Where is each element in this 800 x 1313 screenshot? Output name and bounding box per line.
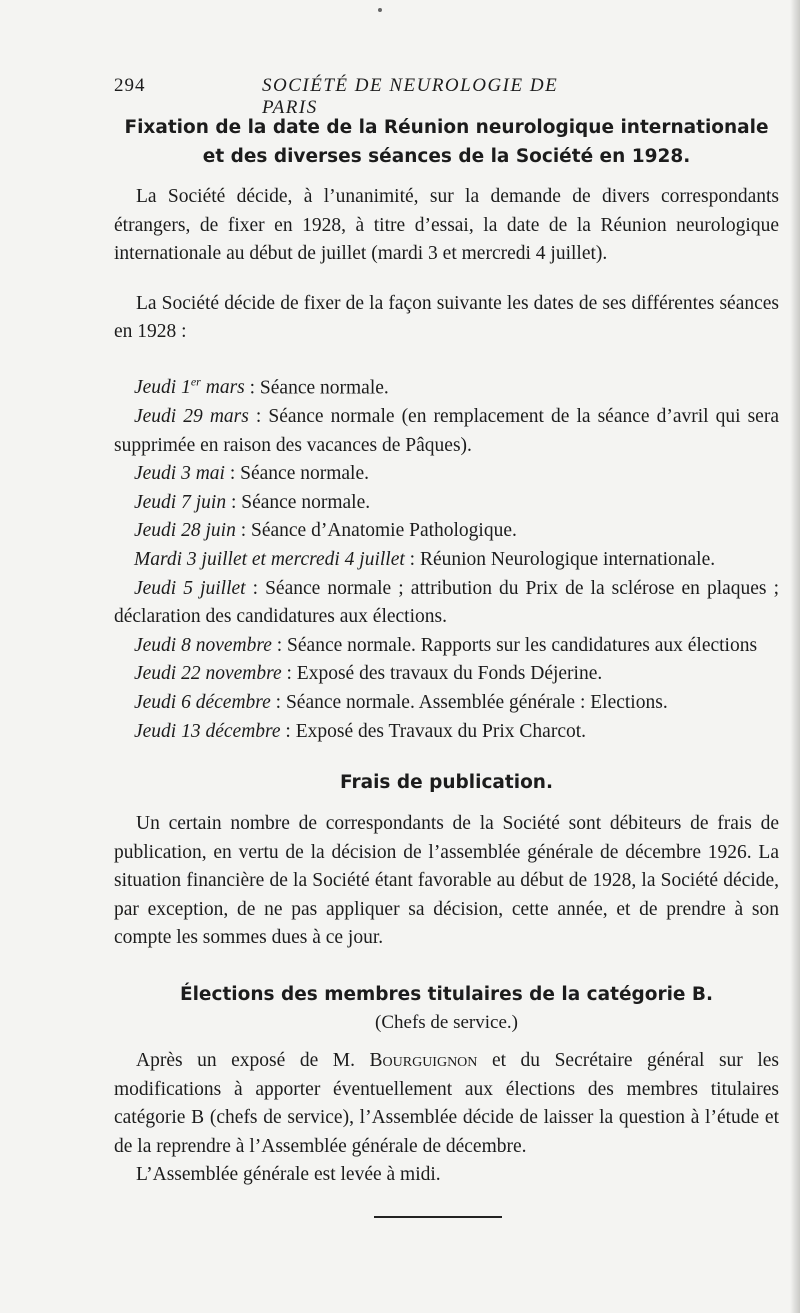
schedule-entry — [114, 489, 779, 518]
entry-date — [134, 520, 236, 541]
entry-text: : Séance d’Anatomie Pathologique. — [235, 520, 517, 542]
entry-date — [134, 406, 249, 427]
elections-text-pre: Après un exposé de M. — [136, 1050, 370, 1071]
section-publication — [114, 768, 779, 953]
entry-date-main: Jeudi 13 décembre — [134, 720, 281, 742]
entry-date — [134, 663, 282, 684]
schedule-entry — [114, 575, 779, 632]
entry-date — [134, 549, 405, 570]
entry-date — [134, 463, 225, 484]
entry-date-main: Jeudi 3 mai — [134, 463, 225, 485]
section-elections — [114, 980, 779, 1190]
entry-date — [134, 721, 281, 742]
schedule-entry — [114, 517, 779, 546]
running-head: SOCIÉTÉ DE NEUROLOGIE DE PARIS — [262, 75, 559, 118]
paragraph-elections — [114, 1047, 779, 1161]
page-header — [114, 75, 614, 118]
entry-text: : Séance normale. — [226, 491, 371, 513]
section-dates — [114, 113, 779, 746]
person-name: Bourguignon — [369, 1050, 478, 1071]
entry-date — [134, 692, 271, 713]
page-number: 294 — [114, 75, 146, 96]
paragraph-reunion: La Société décide, à l’unanimité, sur la demande de divers correspondants étrangers, de fixer en 1928, à titre d’essai, la date de la Réunion neurologique internationale au début de juillet (mardi 3 et mercredi 4 juillet). — [114, 186, 779, 265]
entry-date-main: Jeudi 6 décembre — [134, 692, 271, 713]
entry-date-main: Jeudi 5 juillet — [134, 577, 246, 599]
entry-date-main: Jeudi 28 juin — [134, 520, 236, 542]
schedule-entry — [114, 546, 779, 575]
paragraph-closing: L’Assemblée générale est levée à midi. — [136, 1164, 441, 1186]
section-title-dates — [114, 113, 779, 171]
schedule-entry — [114, 403, 779, 460]
title-line-1: Fixation de la date de la Réunion neurologique internationale — [124, 117, 769, 138]
schedule-entry — [114, 660, 779, 689]
entry-date — [134, 578, 246, 599]
schedule-entry — [114, 460, 779, 489]
paper-speck — [378, 8, 382, 12]
section-subtitle: (Chefs de service.) — [375, 1012, 518, 1033]
entry-text: : Séance normale (en remplacement de la séance d’avril qui sera supprimée en raison des vacances de Pâques). — [114, 406, 779, 456]
schedule-entry — [114, 718, 779, 747]
schedule-list — [114, 368, 779, 746]
entry-date — [134, 492, 226, 513]
paragraph-schedule-intro: La Société décide de fixer de la façon suivante les dates de ses différentes séances en 1928 : — [114, 292, 779, 343]
entry-date-main: Jeudi 7 juin — [134, 491, 227, 513]
entry-date-main: Jeudi 22 novembre — [134, 663, 282, 685]
schedule-entry — [114, 689, 779, 718]
entry-date-main: Jeudi 29 mars — [134, 406, 249, 428]
entry-date-rest: mars — [200, 377, 245, 399]
section-title-publication: Frais de publication. — [340, 772, 553, 793]
elections-text-post: et du Secrétaire général sur les modifications à apporter éventuellement aux élections des membres titulaires catégorie B (chefs de service), l’Assemblée décide de laisser la question à l’étude et de la reprendre à l’Assemblée générale de décembre. — [114, 1050, 779, 1157]
entry-text: : Exposé des Travaux du Prix Charcot. — [280, 720, 587, 742]
page-edge-shadow — [790, 0, 800, 1313]
section-title-elections: Élections des membres titulaires de la catégorie B. — [179, 984, 714, 1005]
entry-text: : Séance normale ; attribution du Prix de la sclérose en plaques ; déclaration des candidatures aux élections. — [114, 577, 779, 628]
entry-date — [134, 374, 245, 399]
entry-text: : Séance normale. Assemblée générale : Elections. — [270, 692, 668, 713]
entry-date-main: Jeudi 8 novembre — [134, 634, 272, 656]
end-rule — [374, 1216, 502, 1218]
entry-date-main: Jeudi 1 — [134, 377, 191, 399]
entry-text: : Séance normale. Rapports sur les candidatures aux élections — [271, 634, 758, 656]
entry-date-sup: er — [190, 374, 201, 389]
entry-text: : Réunion Neurologique internationale. — [404, 549, 716, 571]
paragraph-publication: Un certain nombre de correspondants de la Société sont débiteurs de frais de publication, en vertu de la décision de l’assemblée générale de décembre 1926. La situation financière de la Société étant favorable au début de 1928, la Société décide, par exception, de ne pas appliquer sa décision, cette année, et de prendre à son compte les sommes dues à ce jour. — [114, 813, 779, 949]
title-line-2: et des diverses séances de la Société en 1928. — [202, 146, 691, 167]
schedule-entry — [114, 368, 779, 403]
entry-text: : Séance normale. — [224, 463, 370, 485]
schedule-entry — [114, 632, 779, 661]
entry-date-main: Mardi 3 juillet et mercredi 4 juillet — [134, 549, 405, 571]
entry-text: : Séance normale. — [244, 377, 389, 399]
entry-date — [134, 635, 272, 656]
entry-text: : Exposé des travaux du Fonds Déjerine. — [281, 663, 603, 685]
